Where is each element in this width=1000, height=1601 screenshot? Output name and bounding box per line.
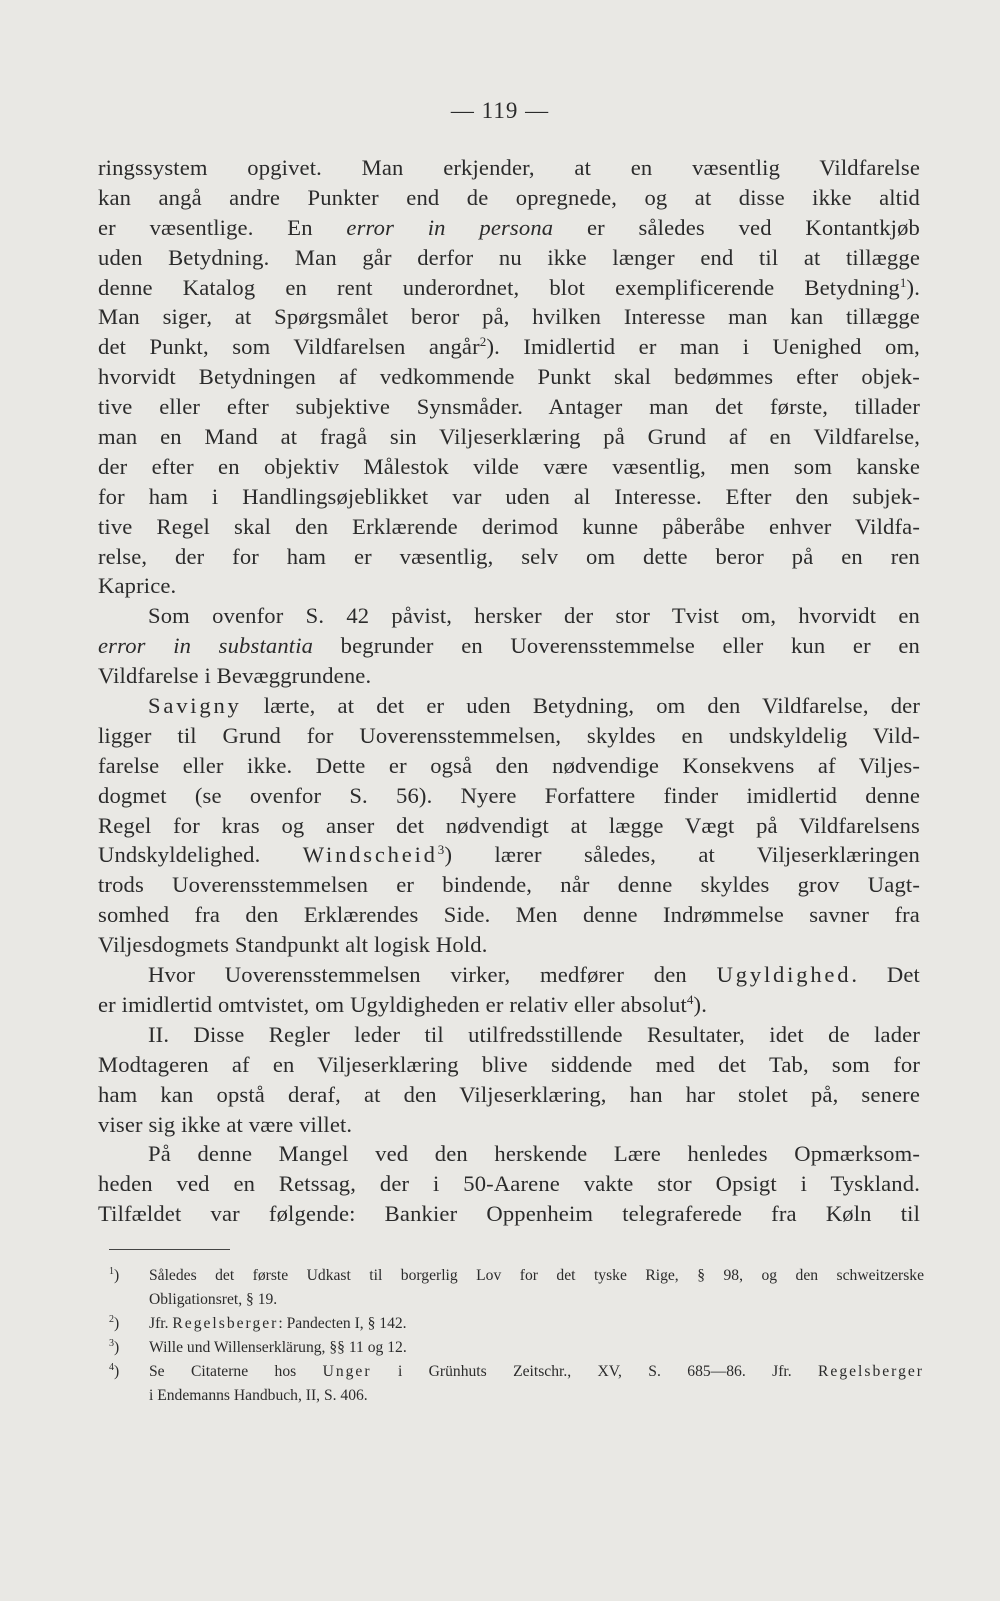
spaced-name: Windscheid <box>302 842 438 868</box>
text-line <box>98 1139 920 1169</box>
text-line <box>98 900 920 930</box>
footnote-divider <box>109 1249 230 1250</box>
text-line <box>98 392 920 422</box>
text: dogmet (se ovenfor S. 56). Nyere Forfattere finder imidlertid denne <box>98 782 920 808</box>
text-line <box>98 1110 920 1140</box>
text-line <box>98 811 920 841</box>
footnote-ref: 4 <box>686 991 694 1007</box>
text: der efter en objektiv Målestok vilde være væsentlig, men som kanske <box>98 453 920 479</box>
footnote-mark: $^1$) <box>109 1266 120 1284</box>
text-line <box>98 362 920 392</box>
footnote-text: i Endemanns Handbuch, II, S. 406. <box>149 1387 368 1404</box>
text: Kaprice. <box>98 573 177 599</box>
spaced-name: Unger <box>322 1363 372 1380</box>
text: er væsentlige. En <box>98 214 347 240</box>
text-line <box>98 930 920 960</box>
text: tive eller efter subjektive Synsmåder. Antager man det første, tillader <box>98 394 920 420</box>
text: heden ved en Retssag, der i 50-Aarene vakte stor Opsigt i Tyskland. <box>98 1171 920 1197</box>
italic-phrase: error in persona <box>346 214 554 240</box>
footnote-text: Wille und Willenserklärung, §§ 11 og 12. <box>149 1339 407 1356</box>
spaced-name: Savigny <box>148 693 242 719</box>
footnotes <box>109 1264 924 1408</box>
text-line <box>98 482 920 512</box>
text: Modtageren af en Viljeserklæring blive siddende med det Tab, som for <box>98 1051 920 1077</box>
footnote-ref: 3 <box>437 842 445 858</box>
text: kan angå andre Punkter end de opregnede, og at disse ikke altid <box>98 184 920 210</box>
footnote-number: 2 <box>109 1314 114 1325</box>
page-number: — 119 — <box>450 98 550 123</box>
footnote-text <box>149 1360 924 1384</box>
text: Hvor Uoverensstemmelsen virker, medfører den <box>148 962 717 988</box>
text: Tilfældet var følgende: Bankier Oppenheim telegraferede fra Køln til <box>98 1201 920 1227</box>
text: er imidlertid omtvistet, om Ugyldigheden er relativ eller absolut <box>98 991 687 1017</box>
text: hvorvidt Betydningen af vedkommende Punkt skal bedømmes efter objek- <box>98 364 920 390</box>
footnote-mark: $^3$) <box>109 1338 120 1356</box>
text: for ham i Handlingsøjeblikket var uden al Interesse. Efter den subjek- <box>98 483 920 509</box>
text-line <box>98 273 920 303</box>
footnote-continuation <box>109 1288 924 1312</box>
text: . Det <box>851 962 920 988</box>
footnote-mark: $^4$) <box>109 1362 120 1380</box>
text-line <box>98 1080 920 1110</box>
text-line <box>98 601 920 631</box>
body-text <box>98 153 920 1229</box>
text: trods Uoverensstemmelsen er bindende, når denne skyldes grov Uagt- <box>98 872 920 898</box>
text-line <box>98 661 920 691</box>
text: II. Disse Regler leder til utilfredsstillende Resultater, idet de lader <box>148 1021 920 1047</box>
text-line <box>98 302 920 332</box>
footnote-number: 1 <box>109 1266 114 1277</box>
text-line <box>98 960 920 990</box>
text-line <box>98 452 920 482</box>
footnote-continuation <box>109 1384 924 1408</box>
footnote-ref: 2 <box>479 334 487 350</box>
text: ham kan opstå deraf, at den Viljeserklæring, han har stolet på, senere <box>98 1081 920 1107</box>
text: det Punkt, som Vildfarelsen angår <box>98 334 480 360</box>
text: ) lærer således, at Viljeserklæringen <box>444 842 920 868</box>
text-line <box>98 512 920 542</box>
text-line <box>98 1020 920 1050</box>
text: i Grünhuts Zeitschr., XV, S. 685—86. Jfr. <box>371 1363 819 1380</box>
text-line <box>98 183 920 213</box>
footnote-text <box>149 1312 924 1336</box>
footnote <box>109 1312 924 1336</box>
text-line <box>98 840 920 870</box>
spaced-name: Regelsberger <box>172 1315 279 1332</box>
text-line <box>98 542 920 572</box>
text: ). Imidlertid er man i Uenighed om, <box>486 334 920 360</box>
footnote <box>109 1360 924 1384</box>
text-line <box>98 1050 920 1080</box>
text: begrunder en Uoverensstemmelse eller kun er en <box>313 633 920 659</box>
text: ). <box>693 991 708 1017</box>
text: lærte, at det er uden Betydning, om den Vildfarelse, der <box>241 693 920 719</box>
footnote-text: Således det første Udkast til borgerlig Lov for det tyske Rige, § 98, og den schweitzerske <box>149 1267 924 1284</box>
footnote-ref: 1 <box>899 274 907 290</box>
text-line <box>98 751 920 781</box>
text: Jfr. <box>149 1315 173 1332</box>
spaced-name: Regelsberger <box>818 1363 924 1380</box>
text-line <box>98 422 920 452</box>
footnote-mark: $^2$) <box>109 1314 120 1332</box>
text-line <box>98 691 920 721</box>
text-line <box>98 153 920 183</box>
text: Man siger, at Spørgsmålet beror på, hvilken Interesse man kan tillægge <box>98 304 920 330</box>
text: man en Mand at fragå sin Viljeserklæring på Grund af en Vildfarelse, <box>98 424 920 450</box>
text: relse, der for ham er væsentlig, selv om dette beror på en ren <box>98 543 920 569</box>
text-line <box>98 332 920 362</box>
text: farelse eller ikke. Dette er også den nødvendige Konsekvens af Viljes- <box>98 752 920 778</box>
text: ringssystem opgivet. Man erkjender, at en væsentlig Vildfarelse <box>98 155 920 180</box>
spaced-word: Ugyldighed <box>716 962 852 988</box>
text: Vildfarelse i Bevæggrundene. <box>98 663 372 689</box>
footnote-number: 3 <box>109 1338 114 1349</box>
text: uden Betydning. Man går derfor nu ikke længer end til at tillægge <box>98 244 920 270</box>
text-line <box>98 1199 920 1229</box>
text: tive Regel skal den Erklærende derimod kunne påberåbe enhver Vildfa- <box>98 513 920 539</box>
text: viser sig ikke at være villet. <box>98 1111 353 1137</box>
text: Regel for kras og anser det nødvendigt at lægge Vægt på Vildfarelsens <box>98 812 920 838</box>
footnote-text: Obligationsret, § 19. <box>149 1291 278 1308</box>
text: : Pandecten I, § 142. <box>278 1315 407 1332</box>
text-line <box>98 721 920 751</box>
text: Som ovenfor S. 42 påvist, hersker der stor Tvist om, hvorvidt en <box>148 603 920 629</box>
footnote <box>109 1336 924 1360</box>
text-line <box>98 571 920 601</box>
text-line <box>98 631 920 661</box>
text-line <box>98 870 920 900</box>
text-line <box>98 990 920 1020</box>
text-line <box>98 243 920 273</box>
footnote <box>109 1264 924 1288</box>
text: Undskyldelighed. <box>98 842 303 868</box>
text: ligger til Grund for Uoverensstemmelsen, skyldes en undskyldelig Vild- <box>98 722 920 748</box>
text: somhed fra den Erklærendes Side. Men denne Indrømmelse savner fra <box>98 902 920 928</box>
text-line <box>98 1169 920 1199</box>
text: denne Katalog en rent underordnet, blot exemplificerende Betydning <box>98 274 900 300</box>
text: Viljesdogmets Standpunkt alt logisk Hold. <box>98 932 488 958</box>
text: På denne Mangel ved den herskende Lære henledes Opmærksom- <box>148 1141 920 1167</box>
italic-phrase: error in substantia <box>98 633 314 659</box>
text: Se Citaterne hos <box>149 1363 323 1380</box>
text-line <box>98 213 920 243</box>
footnote-number: 4 <box>109 1362 114 1373</box>
text: er således ved Kontantkjøb <box>553 214 920 240</box>
text: ). <box>906 274 920 300</box>
text-line <box>98 781 920 811</box>
